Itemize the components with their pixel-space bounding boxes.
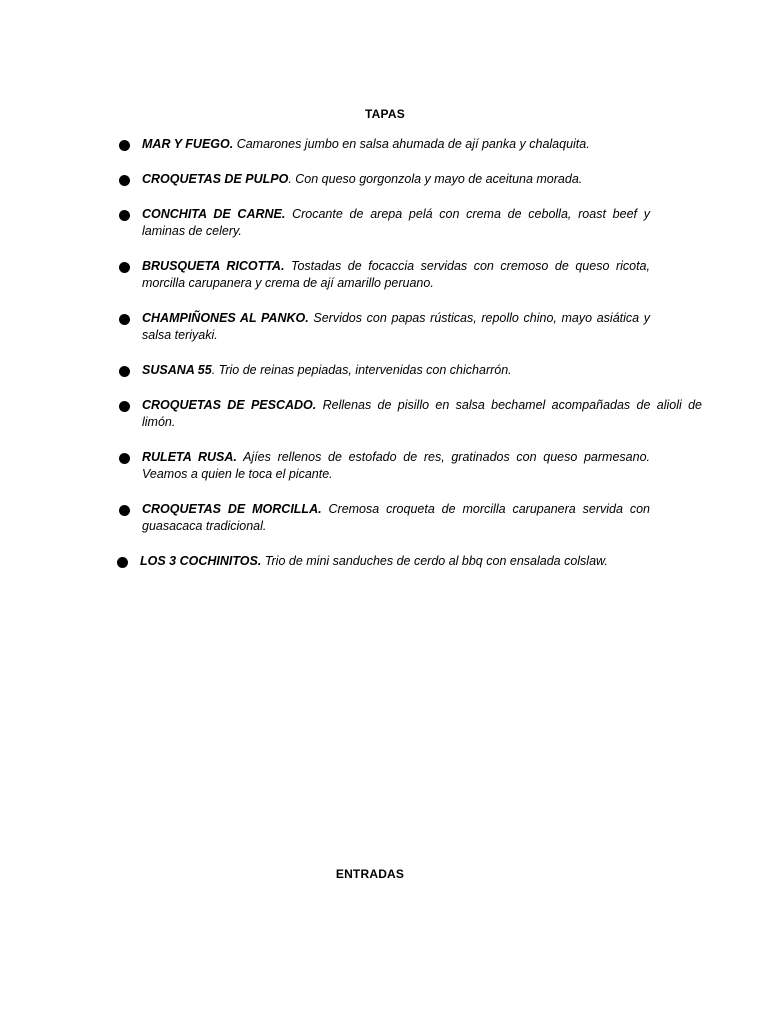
list-item	[117, 136, 650, 153]
dish-name: SUSANA 55	[142, 363, 212, 377]
list-item	[117, 397, 702, 431]
dish-name: LOS 3 COCHINITOS.	[140, 554, 262, 568]
bullet-icon	[119, 262, 130, 273]
tapas-section-title: TAPAS	[365, 107, 405, 121]
dish-name: CROQUETAS DE MORCILLA.	[142, 502, 322, 516]
list-item	[117, 501, 650, 535]
dish-name: MAR Y FUEGO.	[142, 137, 234, 151]
bullet-icon	[119, 505, 130, 516]
dish-description: Servidos con papas rústicas, repollo chino, mayo asiática y salsa teriyaki.	[142, 311, 650, 342]
dish-description: Rellenas de pisillo en salsa bechamel acompañadas de alioli de limón.	[142, 398, 702, 429]
list-item	[117, 449, 650, 483]
dish-description: Camarones jumbo en salsa ahumada de ají panka y chalaquita.	[236, 137, 590, 151]
dish-description: Trio de reinas pepiadas, intervenidas con chicharrón.	[218, 363, 512, 377]
tapas-list	[117, 136, 702, 588]
bullet-icon	[119, 366, 130, 377]
dish-name: CROQUETAS DE PESCADO.	[142, 398, 317, 412]
bullet-icon	[119, 210, 130, 221]
dish-description: Trio de mini sanduches de cerdo al bbq con ensalada colslaw.	[264, 554, 608, 568]
entradas-section-title: ENTRADAS	[335, 867, 405, 881]
list-item	[115, 553, 650, 570]
list-item	[117, 206, 650, 240]
dish-name: CONCHITA DE CARNE.	[142, 207, 286, 221]
dish-description: Tostadas de focaccia servidas con cremoso de queso ricota, morcilla carupanera y crema de ají amarillo peruano.	[142, 259, 650, 290]
list-item: SUSANA 55. Trio de reinas pepiadas, intervenidas con chicharrón.	[117, 362, 650, 379]
bullet-icon	[119, 140, 130, 151]
bullet-icon	[119, 314, 130, 325]
dish-name: CHAMPIÑONES AL PANKO.	[142, 311, 309, 325]
bullet-icon	[119, 401, 130, 412]
dish-name: RULETA RUSA.	[142, 450, 237, 464]
list-item	[117, 258, 650, 292]
bullet-icon	[119, 175, 130, 186]
list-item: CROQUETAS DE PULPO. Con queso gorgonzola y mayo de aceituna morada.	[117, 171, 650, 188]
dish-description: Cremosa croqueta de morcilla carupanera servida con guasacaca tradicional.	[142, 502, 650, 533]
dish-description: Crocante de arepa pelá con crema de cebolla, roast beef y laminas de celery.	[142, 207, 650, 238]
bullet-icon	[117, 557, 128, 568]
list-item	[117, 310, 650, 344]
dish-name: CROQUETAS DE PULPO	[142, 172, 289, 186]
bullet-icon	[119, 453, 130, 464]
dish-description: Con queso gorgonzola y mayo de aceituna morada.	[295, 172, 583, 186]
dish-name: BRUSQUETA RICOTTA.	[142, 259, 285, 273]
dish-description: Ajíes rellenos de estofado de res, gratinados con queso parmesano. Veamos a quien le toca el picante.	[142, 450, 650, 481]
